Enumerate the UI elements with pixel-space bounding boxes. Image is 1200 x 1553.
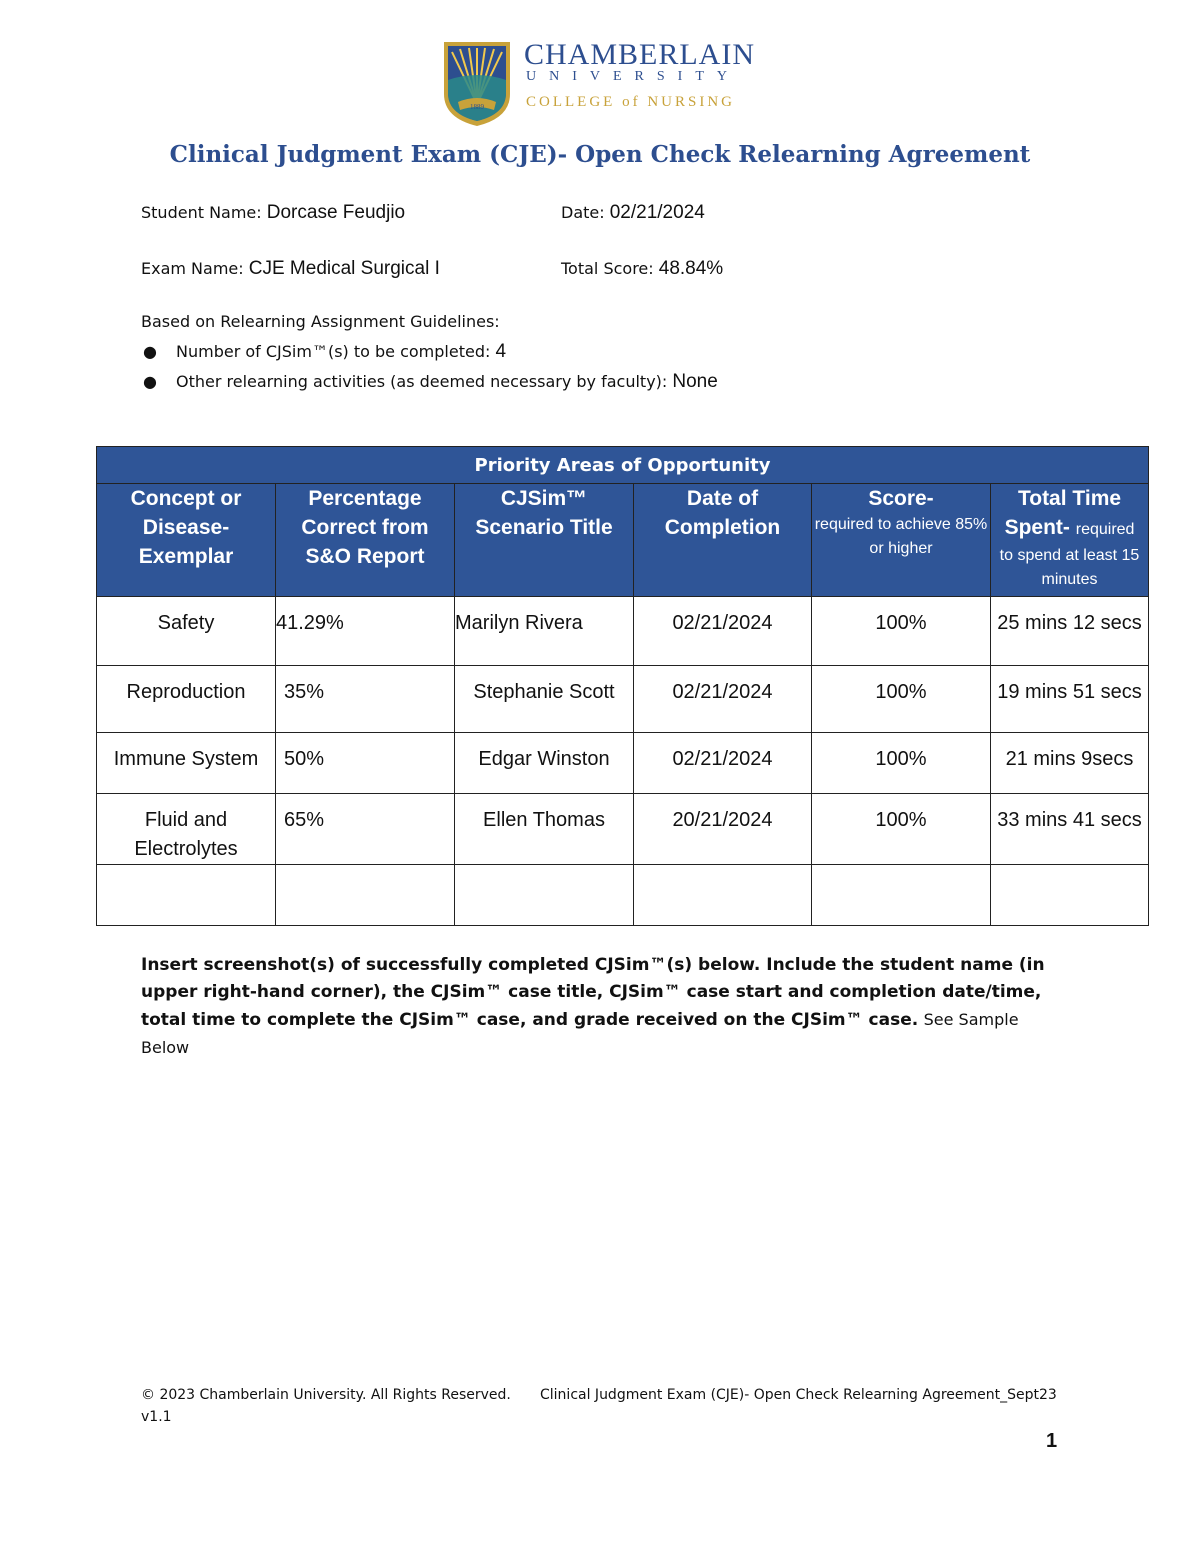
student-name-value: Dorcase Feudjio [266,202,406,223]
page-footer [141,1384,1071,1428]
total-score-value: 48.84% [658,258,724,279]
time-cell [991,865,1149,926]
date-cell: 02/21/2024 [634,666,812,733]
university-crest-icon [442,40,512,128]
chamberlain-logo [442,40,762,130]
crest-year: 1889 [470,103,484,111]
date-cell [634,865,812,926]
scenario-title-cell: Edgar Winston [455,733,634,794]
table-row [97,733,1149,794]
total-score-field [561,258,723,280]
table-row [97,666,1149,733]
time-cell: 25 mins 12 secs [991,597,1149,666]
time-cell: 33 mins 41 secs [991,794,1149,865]
column-header-date: Date of Completion [634,484,812,597]
footer-document-name: Clinical Judgment Exam (CJE)- Open Check Relearning Agreement_Sept23 [540,1387,1057,1403]
scenario-title-cell [455,865,634,926]
scenario-title-cell: Stephanie Scott [455,666,634,733]
student-name-field [141,202,405,224]
column-header-concept: Concept or Disease-Exemplar [97,484,276,597]
time-cell: 19 mins 51 secs [991,666,1149,733]
see-sample-text: See Sample Below [141,1010,1019,1057]
date-field [561,202,705,224]
concept-cell: Fluid and Electrolytes [97,794,276,865]
column-header-score: Score- required to achieve 85% or higher [812,484,991,597]
footer-version: v1.1 [141,1409,172,1425]
guidelines-intro: Based on Relearning Assignment Guidelines: [141,312,500,331]
table-row [97,865,1149,926]
priority-areas-table [96,446,1149,926]
time-cell: 21 mins 9secs [991,733,1149,794]
table-row [97,597,1149,666]
concept-cell [97,865,276,926]
guideline-label: Other relearning activities (as deemed necessary by faculty): [176,372,668,391]
time-requirement-inline: required [1075,521,1135,538]
column-header-scenario-title: CJSim™ Scenario Title [455,484,634,597]
percent-cell: 65% [276,794,455,865]
column-header-percentage: Percentage Correct from S&O Report [276,484,455,597]
date-cell: 02/21/2024 [634,733,812,794]
percent-cell [276,865,455,926]
bullet-icon: ● [143,342,157,361]
score-cell [812,865,991,926]
percent-cell: 41.29% [276,597,455,666]
score-cell: 100% [812,597,991,666]
student-name-label: Student Name: [141,203,262,222]
score-requirement: required to achieve 85% or higher [814,516,988,557]
guideline-item [143,367,718,397]
date-value: 02/21/2024 [609,202,705,223]
date-cell: 02/21/2024 [634,597,812,666]
document-title: Clinical Judgment Exam (CJE)- Open Check Relearning Agreement [169,141,1031,168]
table-banner: Priority Areas of Opportunity [97,447,1149,484]
score-cell: 100% [812,666,991,733]
percent-cell: 35% [276,666,455,733]
guideline-item [143,337,718,367]
logo-name: CHAMBERLAIN [524,38,756,71]
guideline-value: 4 [495,341,507,362]
scenario-title-cell: Marilyn Rivera [455,597,634,666]
footer-copyright: © 2023 Chamberlain University. All Rights Reserved. [141,1387,511,1403]
score-cell: 100% [812,794,991,865]
column-header-time: Total Time Spent- required to spend at least 15 minutes [991,484,1149,597]
total-score-label: Total Score: [561,259,654,278]
exam-name-field [141,258,440,280]
exam-name-label: Exam Name: [141,259,244,278]
concept-cell: Immune System [97,733,276,794]
scenario-title-cell: Ellen Thomas [455,794,634,865]
exam-name-value: CJE Medical Surgical I [248,258,440,279]
guideline-value: None [672,371,718,392]
concept-cell: Safety [97,597,276,666]
score-cell: 100% [812,733,991,794]
page-number: 1 [1046,1430,1058,1452]
concept-cell: Reproduction [97,666,276,733]
relearning-guidelines [141,312,718,397]
date-cell: 20/21/2024 [634,794,812,865]
percent-cell: 50% [276,733,455,794]
screenshot-instructions [141,952,1061,1062]
table-row [97,794,1149,865]
logo-university: UNIVERSITY [526,69,740,84]
instructions-bold: Insert screenshot(s) of successfully completed CJSim™(s) below. Include the student name (in upper right-hand corner), the CJSim™ case title, CJSim™ case start and completion date/time, total time to complete the CJSim™ case, and grade received on the CJSim™ case. [141,955,1045,1030]
time-requirement: to spend at least 15 minutes [999,547,1140,588]
logo-college: COLLEGE of NURSING [526,94,735,110]
bullet-icon: ● [143,372,157,391]
guideline-label: Number of CJSim™(s) to be completed: [176,342,491,361]
date-label: Date: [561,203,605,222]
